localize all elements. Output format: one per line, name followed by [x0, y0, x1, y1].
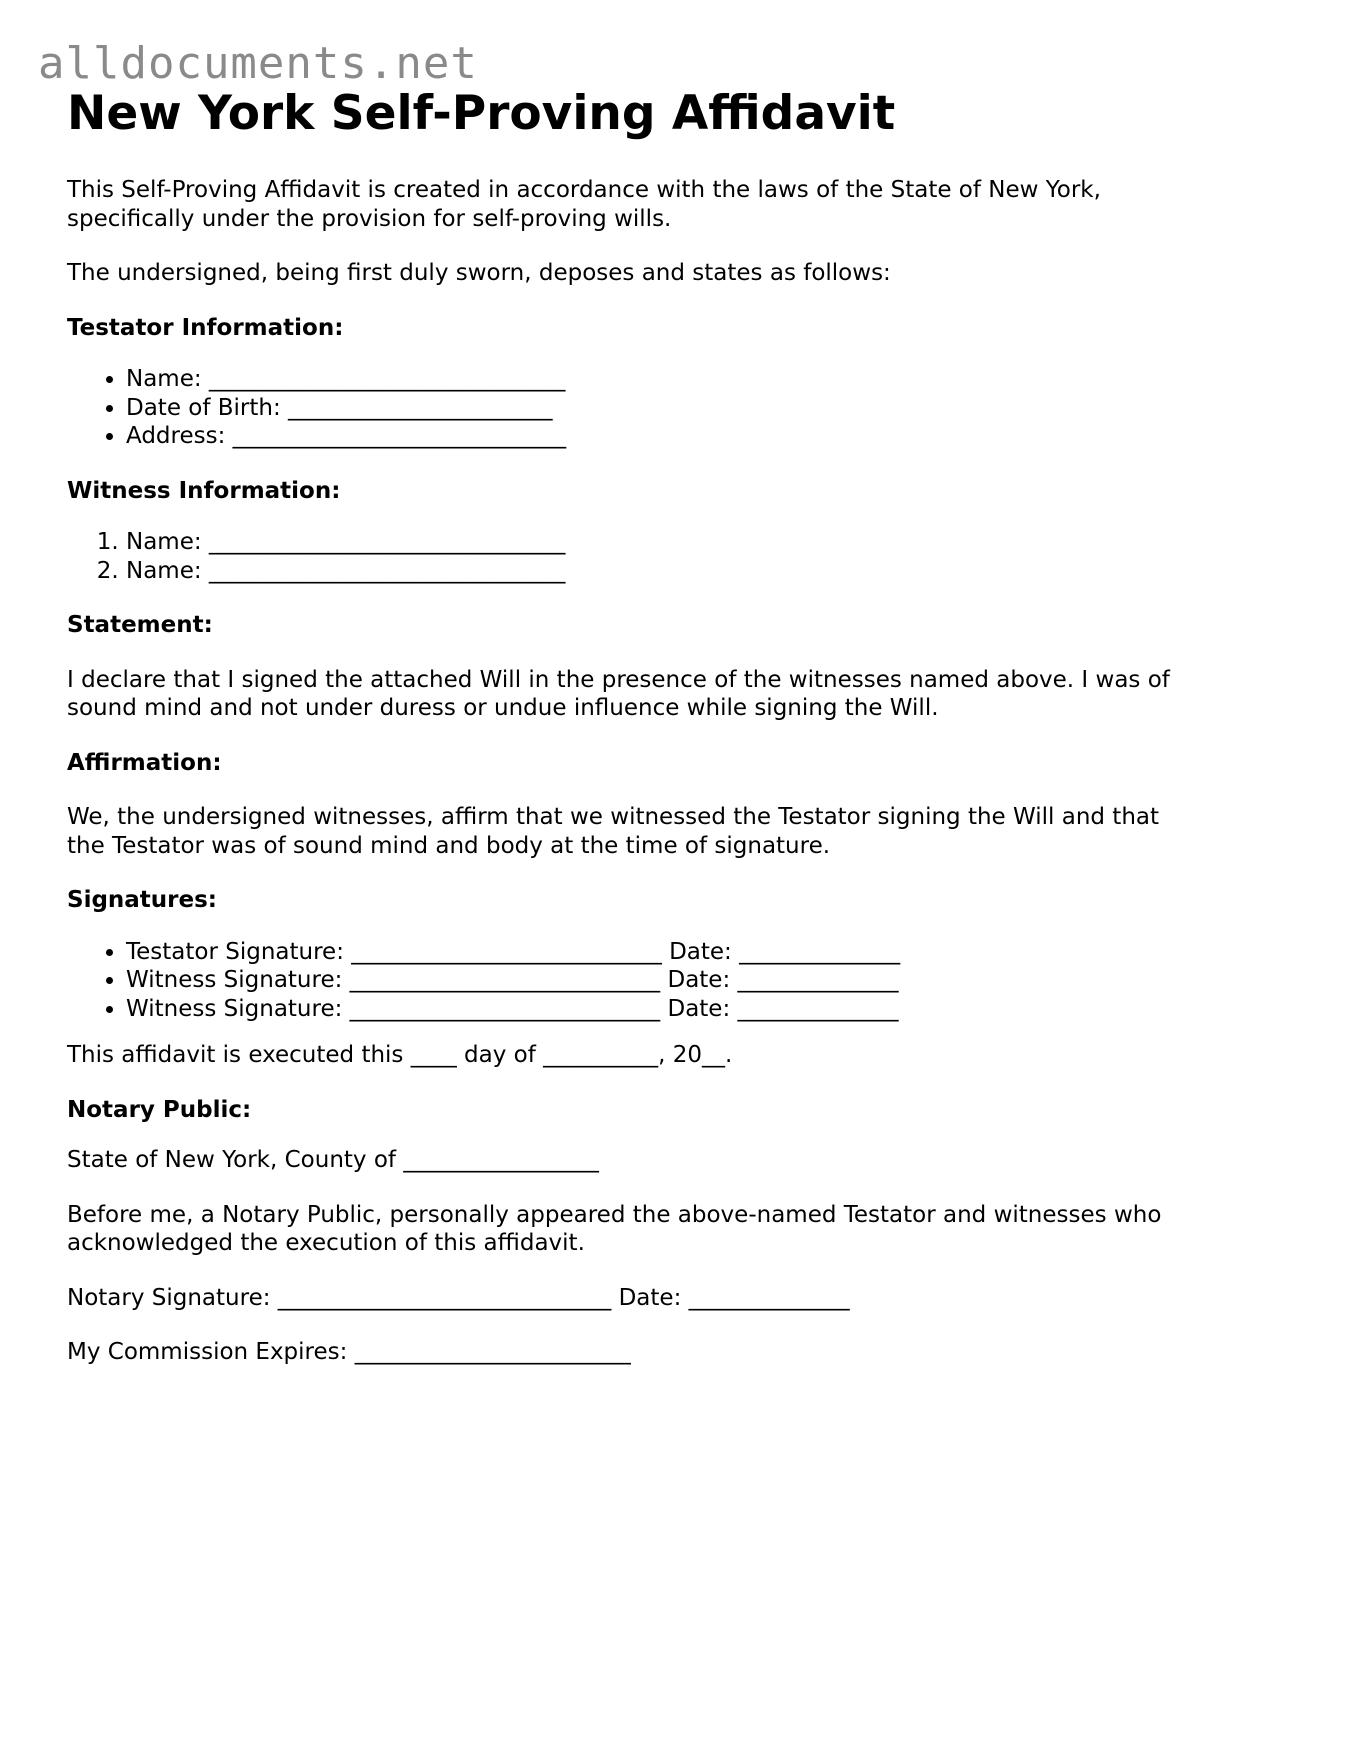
testator-name-field: • Name: _______________________________ — [126, 365, 1177, 394]
watermark: alldocuments.net — [38, 38, 478, 89]
sworn-statement: The undersigned, being first duly sworn, deposes and states as follows: — [67, 260, 891, 286]
intro-paragraph: This Self-Proving Affidavit is created in accordance with the laws of the State of New York, specifically under the provision for self-proving wills. — [67, 177, 1101, 232]
testator-dob-field: • Date of Birth: _______________________ — [126, 394, 1177, 423]
document-page — [67, 86, 1177, 1367]
statement-text: I declare that I signed the attached Will in the presence of the witnesses named above. I was of sound mind and not under duress or undue influence while signing the Will. — [67, 666, 1170, 721]
document-title: New York Self-Proving Affidavit — [67, 86, 896, 141]
witness-heading: Witness Information: — [67, 477, 341, 504]
statement-heading: Statement: — [67, 612, 213, 638]
testator-signature-line: • Testator Signature: ___________________________ Date: ______________ — [126, 938, 1177, 967]
testator-address-field: • Address: _____________________________ — [126, 422, 1177, 451]
witness-1-signature-line: • Witness Signature: ___________________________ Date: ______________ — [126, 966, 1177, 995]
testator-fields — [67, 365, 1177, 451]
notary-appeared-text: Before me, a Notary Public, personally appeared the above-named Testator and witnesses who acknowledged the execution of this affidavit. — [67, 1201, 1162, 1256]
signatures-heading: Signatures: — [67, 887, 218, 913]
executed-line: This affidavit is executed this ____ day of __________, 20__. — [67, 1042, 733, 1068]
witness-fields — [67, 528, 1177, 585]
affirmation-text: We, the undersigned witnesses, affirm that we witnessed the Testator signing the Will and that the Testator was of sound mind and body at the time of signature. — [67, 804, 1160, 859]
witness-1-name-field: 1. Name: _______________________________ — [126, 528, 1177, 557]
commission-expires-line: My Commission Expires: ________________________ — [67, 1339, 631, 1365]
affirmation-heading: Affirmation: — [67, 749, 222, 776]
signature-lines — [67, 938, 1177, 1024]
witness-2-name-field: 2. Name: _______________________________ — [126, 557, 1177, 586]
notary-signature-line: Notary Signature: _____________________________ Date: ______________ — [67, 1284, 850, 1311]
notary-county-line: State of New York, County of _________________ — [67, 1147, 599, 1173]
testator-heading: Testator Information: — [67, 314, 344, 341]
witness-2-signature-line: • Witness Signature: ___________________________ Date: ______________ — [126, 995, 1177, 1024]
notary-heading: Notary Public: — [67, 1096, 252, 1123]
